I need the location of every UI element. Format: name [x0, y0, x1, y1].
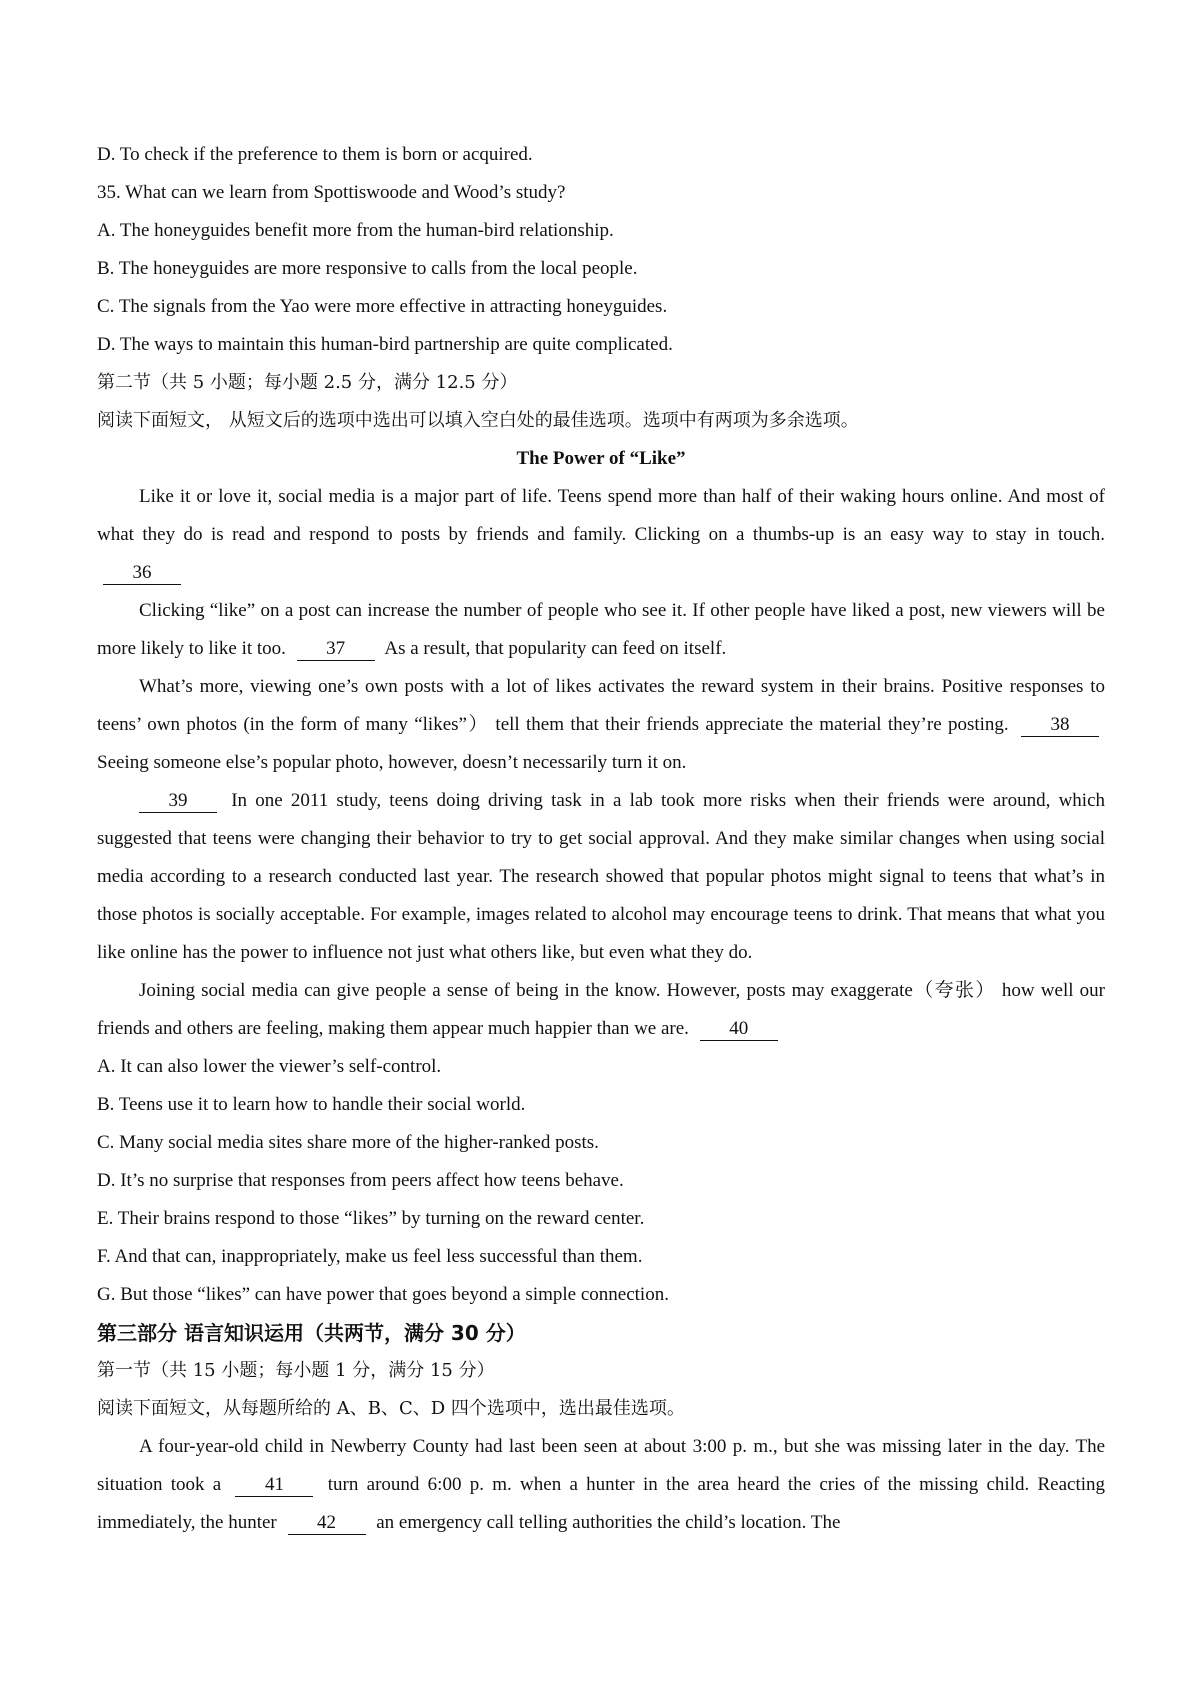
blank-39: 39 — [139, 790, 217, 813]
option-c: C. Many social media sites share more of the higher-ranked posts. — [97, 1132, 599, 1153]
passage-paragraph-5 — [97, 972, 1105, 1048]
passage-title: The Power of “Like” — [516, 448, 686, 469]
paragraph-text: What’s more, viewing one’s own posts with a lot of likes activates the reward system in their brains. Positive responses to teens’ own photos (in the form of many “likes”） tell them that their friends appreciate the material they’re posting. — [97, 676, 1105, 735]
option-g: G. But those “likes” can have power that goes beyond a simple connection. — [97, 1284, 669, 1305]
paragraph-text: Seeing someone else’s popular photo, however, doesn’t necessarily turn it on. — [97, 752, 687, 773]
q35-option-d: D. The ways to maintain this human-bird partnership are quite complicated. — [97, 334, 673, 355]
paragraph-text: In one 2011 study, teens doing driving task in a lab took more risks when their friends were around, which suggested that teens were changing their behavior to try to get social approval. And they make similar changes when using social media according to a research conducted last year. The research showed that popular photos might signal to teens that what’s in those photos is socially acceptable. For example, images related to alcohol may encourage teens to drink. That means that what you like online has the power to influence not just what others like, but even what they do. — [97, 790, 1106, 963]
option-b: B. Teens use it to learn how to handle their social world. — [97, 1094, 526, 1115]
paragraph-text: Like it or love it, social media is a major part of life. Teens spend more than half of their waking hours online. And most of what they do is read and respond to posts by friends and family. Clicking on a thumbs-up is an easy way to stay in touch. — [97, 486, 1105, 545]
q35-option-a: A. The honeyguides benefit more from the human-bird relationship. — [97, 220, 614, 241]
passage-paragraph-4 — [97, 782, 1105, 972]
option-e: E. Their brains respond to those “likes” by turning on the reward center. — [97, 1208, 645, 1229]
blank-41: 41 — [235, 1474, 313, 1497]
blank-40: 40 — [700, 1018, 778, 1041]
section2-heading: 第二节（共 5 小题；每小题 2.5 分，满分 12.5 分） — [97, 372, 518, 393]
paragraph-text: Joining social media can give people a sense of being in the know. However, posts may exaggerate（夸张） how well our friends and others are feeling, making them appear much happier than we are. — [97, 980, 1105, 1039]
q35-option-b: B. The honeyguides are more responsive to calls from the local people. — [97, 258, 638, 279]
q35-question: 35. What can we learn from Spottiswoode and Wood’s study? — [97, 182, 566, 203]
paragraph-text: an emergency call telling authorities the child’s location. The — [376, 1512, 841, 1533]
part3-section1-heading: 第一节（共 15 小题；每小题 1 分，满分 15 分） — [97, 1360, 495, 1381]
option-f: F. And that can, inappropriately, make us feel less successful than them. — [97, 1246, 643, 1267]
option-a: A. It can also lower the viewer’s self-control. — [97, 1056, 442, 1077]
blank-37: 37 — [297, 638, 375, 661]
paragraph-text: Clicking “like” on a post can increase the number of people who see it. If other people have liked a post, new viewers will be more likely to like it too. — [97, 600, 1105, 659]
passage-paragraph-2 — [97, 592, 1105, 668]
q35-option-c: C. The signals from the Yao were more effective in attracting honeyguides. — [97, 296, 668, 317]
part3-instruction: 阅读下面短文，从每题所给的 A、B、C、D 四个选项中，选出最佳选项。 — [97, 1398, 685, 1419]
blank-36: 36 — [103, 562, 181, 585]
blank-38: 38 — [1021, 714, 1099, 737]
blank-42: 42 — [288, 1512, 366, 1535]
passage-paragraph-3 — [97, 668, 1105, 782]
passage-paragraph-1 — [97, 478, 1105, 592]
section2-instruction: 阅读下面短文， 从短文后的选项中选出可以填入空白处的最佳选项。选项中有两项为多余选项。 — [97, 410, 859, 431]
cloze-paragraph-1 — [97, 1428, 1105, 1542]
paragraph-text: A four-year-old child in Newberry County had last been seen at about 3:00 p. m., but she was missing later in the day. The situation took a — [97, 1436, 1105, 1495]
q34-option-d: D. To check if the preference to them is born or acquired. — [97, 144, 533, 165]
part3-heading: 第三部分 语言知识运用（共两节，满分 30 分） — [97, 1321, 526, 1345]
option-d: D. It’s no surprise that responses from peers affect how teens behave. — [97, 1170, 624, 1191]
paragraph-text: As a result, that popularity can feed on itself. — [384, 638, 727, 659]
paragraph-text: turn around 6:00 p. m. when a hunter in the area heard the cries of the missing child. Reacting immediately, the hunter — [97, 1474, 1106, 1533]
